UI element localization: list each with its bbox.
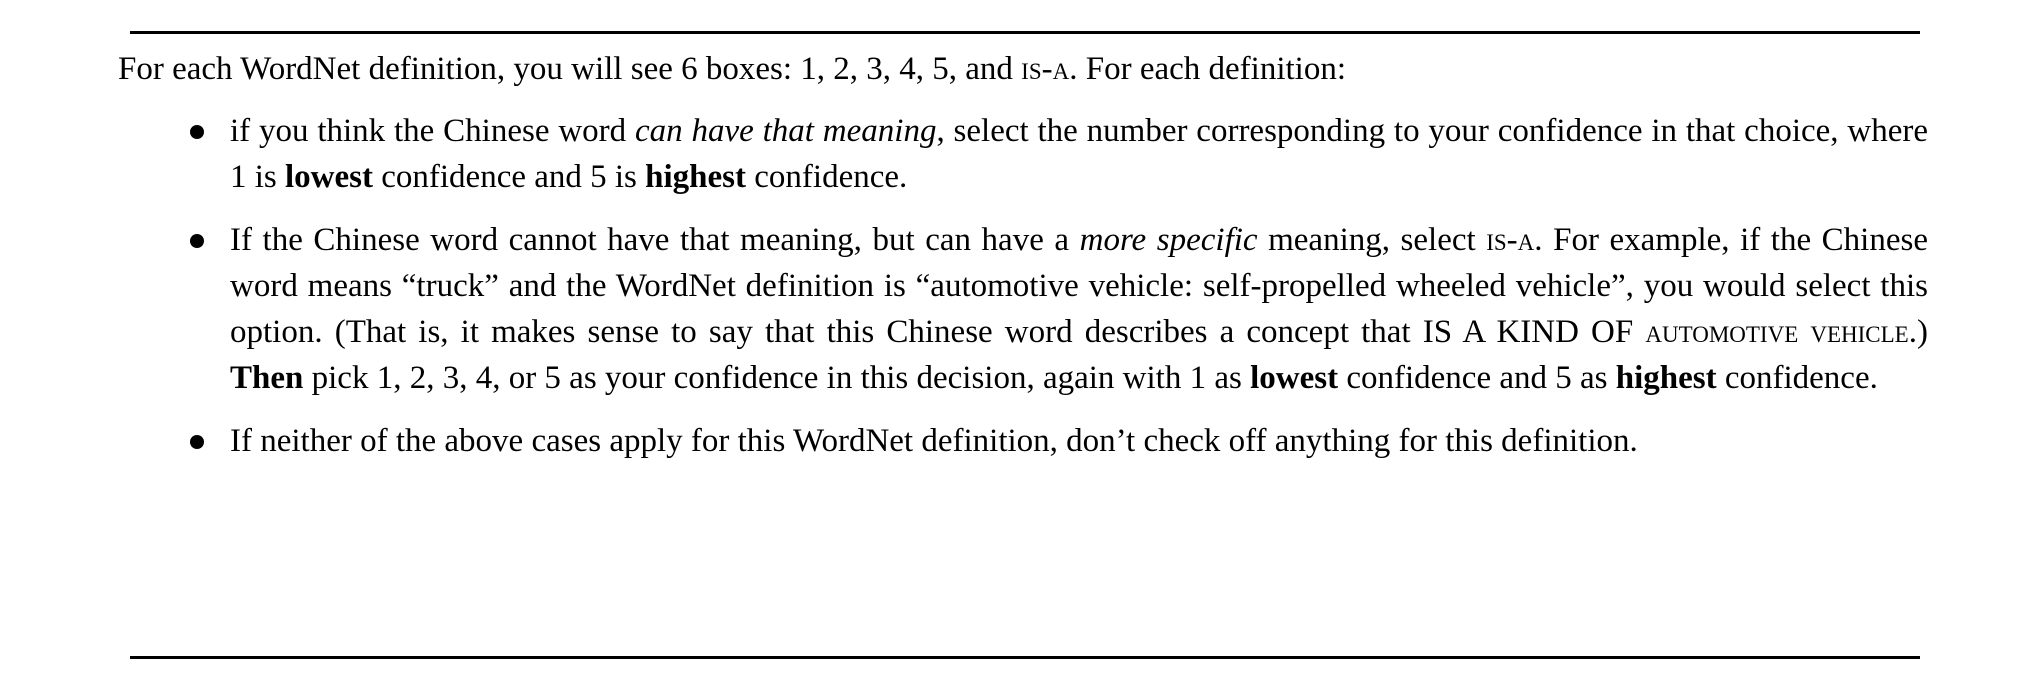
item-text: confidence. [746, 159, 908, 195]
intro-text-end: . For each definition: [1069, 51, 1346, 87]
list-item [186, 108, 1928, 200]
is-a-term: is-a [1021, 51, 1070, 87]
small-caps-term: automotive vehicle [1645, 314, 1909, 350]
item-text: meaning, select [1257, 222, 1487, 258]
item-text: confidence and 5 as [1338, 360, 1616, 396]
bottom-rule [130, 656, 1920, 659]
item-text: confidence and 5 is [373, 159, 646, 195]
bold-text: lowest [285, 159, 373, 195]
bullet-icon [190, 125, 204, 139]
top-rule [130, 31, 1920, 34]
intro-text: For each WordNet definition, you will see 6 boxes: 1, 2, 3, 4, 5, and [118, 51, 1022, 87]
bold-text: lowest [1250, 360, 1339, 396]
list-item [186, 217, 1928, 401]
bullet-icon [190, 234, 204, 248]
item-text: pick 1, 2, 3, 4, or 5 as your confidence in this decision, again with 1 as [303, 360, 1251, 396]
bold-text: highest [645, 159, 747, 195]
item-text: .) [1908, 314, 1928, 350]
intro-paragraph [118, 46, 1928, 92]
item-text: If neither of the above cases apply for this WordNet definition, don’t check off anything for this definition. [230, 423, 1638, 459]
is-a-term: is-a [1486, 222, 1535, 258]
item-text: if you think the Chinese word [230, 113, 635, 149]
bold-text: highest [1615, 360, 1717, 396]
instruction-list [186, 108, 1928, 481]
item-text: confidence. [1716, 360, 1878, 396]
item-text: If the Chinese word cannot have that meaning, but can have a [230, 222, 1080, 258]
emphasis-text: more specific [1079, 222, 1258, 258]
emphasis-text: can have that meaning [635, 113, 937, 149]
item-text: , select the number corresponding to your confidence in that choice, where 1 is [230, 113, 1928, 195]
bullet-icon [190, 435, 204, 449]
bold-text: Then [230, 360, 304, 396]
item-text: . For example, if the Chinese word means “truck” and the WordNet definition is “automotive vehicle: self-propelled wheeled vehicle”, you would select this option. (That is, it makes sense to say that this Chinese word describes a concept that IS A KIND OF [230, 222, 1928, 350]
list-item [186, 418, 1928, 464]
